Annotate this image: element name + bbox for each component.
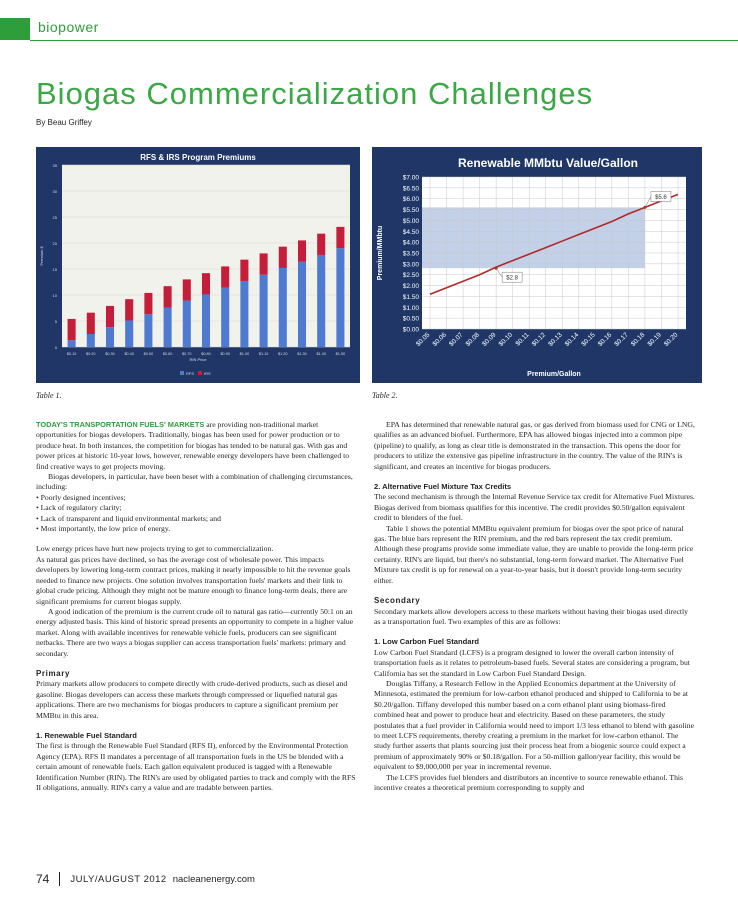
- bar-rfs: [240, 281, 248, 347]
- footer-divider: [59, 872, 60, 886]
- paragraph: As natural gas prices have declined, so has the average cost of wholesale power. This impacts developers by lowering long-term contract prices, making it nearly impossible to hit the revenue goals needed to finance new projects. One solution involves transportation fuels' markets and their link to global crude pricing. Although they might not be mature enough to finance long-term deals, there are significant premiums for current biogas supply.: [36, 554, 351, 606]
- x-tick-label: $1.30: [297, 352, 307, 356]
- x-tick-label: $1.20: [278, 352, 288, 356]
- bar-rfs: [144, 314, 152, 347]
- bar-irs: [336, 227, 344, 248]
- y-tick-label: $7.00: [402, 174, 419, 182]
- subhead-renewable-fuel-standard: 1. Renewable Fuel Standard: [36, 730, 137, 740]
- bar-irs: [279, 247, 287, 268]
- bar-irs: [106, 306, 114, 327]
- bar-irs: [260, 253, 268, 274]
- paragraph: Low Carbon Fuel Standard (LCFS) is a program designed to lower the overall carbon intensity of transportation fuels as it relates to petroleum-based fuels. Several states are considering a program, but California has set the standard in Low Carbon Fuel Standard Design.: [374, 647, 690, 678]
- x-tick-label: $0.13: [547, 331, 564, 348]
- paragraph: Table 1 shows the potential MMBtu equivalent premium for biogas over the spot price of natural gas. The blue bars represent the RIN premium, and the red bars represent the tax credit premium. Although these programs provide some immediate value, they are unable to provide the long-term price certainty. RIN's are liquid, but there's no substantial, long-term forward market. The Alternative Fuel Mixture tax credit is up for renewal on a year-to-year basis, but it doesn't provide long-term security either.: [374, 523, 694, 585]
- page-number: 74: [36, 872, 50, 886]
- x-tick-label: $0.08: [464, 331, 482, 348]
- y-tick-label: $2.50: [402, 272, 419, 280]
- bar-rfs: [279, 268, 287, 347]
- bar-rfs: [125, 320, 133, 347]
- bar-rfs: [87, 334, 95, 347]
- y-tick-label: $3.50: [402, 250, 419, 258]
- paragraph: Primary markets allow producers to compete directly with crude-derived products, such as diesel and gasoline. Biogas developers can access these markets through compressed or liquefied natural gas applications. There are two mechanisms for biogas producers to capture a significant premium per MMBtu in this area.: [36, 679, 348, 720]
- x-tick-label: $0.10: [497, 331, 515, 348]
- lead-in: TODAY'S TRANSPORTATION FUELS' MARKETS: [36, 420, 205, 429]
- y-tick-label: 15: [52, 267, 57, 272]
- bar-irs: [144, 293, 152, 314]
- y-tick-label: 0: [54, 345, 57, 350]
- paragraph: The LCFS provides fuel blenders and distributors an incentive to source renewable ethanol. This incentive creates a theoretical premium corresponding to supply and: [374, 772, 684, 792]
- page-footer: [36, 872, 255, 886]
- x-tick-label: $0.60: [162, 352, 173, 356]
- left-column: [36, 420, 356, 793]
- bar-rfs: [164, 307, 172, 347]
- bar-rfs: [68, 340, 76, 347]
- y-tick-label: $0.50: [402, 315, 419, 323]
- y-tick-label: $0.00: [402, 326, 419, 334]
- y-tick-label: $2.00: [402, 283, 419, 291]
- paragraph: Low energy prices have hurt new projects trying to get to commercialization.: [36, 544, 274, 554]
- y-tick-label: $5.50: [402, 207, 419, 215]
- y-tick-label: 5: [54, 319, 57, 324]
- bar-rfs: [298, 262, 306, 347]
- y-axis-label: Premium/MMbtu: [377, 225, 384, 281]
- subhead-primary: Primary: [36, 668, 70, 678]
- x-tick-label: $0.14: [563, 331, 581, 348]
- x-tick-label: $0.30: [105, 352, 115, 356]
- byline: By Beau Griffey: [36, 118, 92, 127]
- x-tick-label: $0.19: [646, 331, 663, 348]
- bar-irs: [164, 286, 172, 307]
- x-tick-label: $1.50: [335, 352, 346, 356]
- issue-date: JULY/AUGUST 2012: [70, 873, 167, 885]
- subhead-alt-fuel-tax-credits: 2. Alternative Fuel Mixture Tax Credits: [374, 482, 512, 492]
- x-tick-label: $1.00: [239, 352, 250, 356]
- bar-rfs: [221, 288, 229, 347]
- section-rule: [30, 40, 738, 41]
- x-tick-label: $0.50: [143, 352, 154, 356]
- x-tick-label: $1.40: [316, 352, 326, 356]
- intro-paragraph: TODAY'S TRANSPORTATION FUELS' MARKETS are providing non-traditional market opportunities for biogas developers. Traditionally, biogas has been used for power production or to produce heat. In both instances, the competition for biogas has tended to be natural gas. With gas and power prices at historic 10-year lows, however, renewable energy developers have been challenged to find creative ways to get projects moving.: [36, 420, 350, 471]
- website: nacleanenergy.com: [172, 873, 255, 885]
- bullet-item: • Poorly designed incentives;: [36, 492, 126, 502]
- x-tick-label: $0.06: [431, 331, 448, 348]
- article-title: Biogas Commercialization Challenges: [36, 76, 594, 111]
- x-tick-label: $0.16: [596, 331, 614, 348]
- y-tick-label: $5.00: [402, 217, 419, 225]
- bar-rfs: [260, 275, 268, 347]
- y-tick-label: 10: [52, 293, 57, 298]
- x-tick-label: $0.18: [629, 331, 647, 348]
- x-tick-label: $0.05: [414, 331, 432, 348]
- x-tick-label: $0.10: [66, 352, 77, 356]
- chart-title: RFS & IRS Program Premiums: [140, 153, 256, 162]
- x-tick-label: $0.20: [662, 331, 680, 348]
- bar-rfs: [336, 248, 344, 347]
- mmbtu-value-chart: [372, 147, 702, 383]
- paragraph: Secondary markets allow developers access to these markets without having their biogas used directly as a transportation fuel. Two examples of this are as follows:: [374, 606, 689, 626]
- right-column: [374, 420, 696, 793]
- annotation-label: $5.6: [655, 194, 667, 201]
- bar-irs: [87, 313, 95, 334]
- y-tick-label: 30: [52, 189, 57, 194]
- table2-caption: Table 2.: [372, 391, 398, 400]
- x-tick-label: $0.40: [124, 352, 134, 356]
- bar-irs: [125, 299, 133, 320]
- bar-rfs: [106, 327, 114, 347]
- paragraph: Douglas Tiffany, a Research Fellow in the Applied Economics department at the University of Minnesota, estimated the premium for low-carbon ethanol produced and shipped to California to be at $0.20/gallon. Tiffany developed this number based on a corn ethanol plant using biomass-fired combined heat and power to produce heat and electricity. Based on these parameters, the study postulates that a fuel provider in California would need to import 1/3 less ethanol to blend with gasoline to meet LCFS requirements, thereby creating a premium in the market for low-carbon ethanol. The study further asserts that plants sourcing just their process heat from a biogenic source could expect a premium of approximately 90% or $0.18/gallon. For a 50-million gallon/year facility, this would be equivalent to $9,000,000 per year in incremental revenue.: [374, 678, 695, 772]
- y-tick-label: 25: [52, 215, 57, 220]
- y-tick-label: $6.50: [402, 185, 419, 193]
- table1-caption: Table 1.: [36, 391, 62, 400]
- legend-swatch-rfs: [180, 371, 184, 375]
- bar-irs: [317, 234, 325, 255]
- x-tick-label: $0.90: [220, 352, 230, 356]
- x-tick-label: $0.07: [448, 331, 465, 348]
- bar-irs: [221, 266, 229, 287]
- bar-rfs: [202, 294, 210, 347]
- x-tick-label: $0.80: [201, 352, 211, 356]
- y-axis-label: Premium $: [39, 246, 44, 266]
- paragraph: The first is through the Renewable Fuel Standard (RFS II), enforced by the Environmental Protection Agency (EPA). RFS II mandates a percentage of all transportation fuels in the US be blended with a certain amount of renewable fuels. Each gallon equivalent produced is tagged with a Renewable Identification Number (RIN). The RIN's are used by obligated parties to track and comply with the RFS II obligations, annually. RIN's carry a value and are tradable between parties.: [36, 741, 356, 792]
- y-tick-label: 20: [52, 241, 57, 246]
- x-tick-label: $1.10: [258, 352, 269, 356]
- y-tick-label: $1.50: [402, 293, 419, 301]
- chart-title: Renewable MMbtu Value/Gallon: [457, 156, 639, 170]
- legend-label-rfs: RFS: [186, 371, 194, 376]
- x-axis-label: RIN Price: [189, 357, 207, 362]
- bar-irs: [68, 319, 76, 340]
- rfs-irs-premiums-chart: [36, 147, 360, 383]
- bar-rfs: [183, 301, 191, 347]
- bullet-item: • Lack of transparent and liquid environmental markets; and: [36, 513, 221, 523]
- y-tick-label: $1.00: [402, 304, 419, 312]
- y-tick-label: $4.50: [402, 228, 419, 236]
- shaded-range: [422, 207, 645, 268]
- bullet-item: • Most importantly, the low price of energy.: [36, 524, 171, 534]
- x-tick-label: $0.20: [86, 352, 96, 356]
- y-tick-label: $4.00: [402, 239, 419, 247]
- bar-irs: [240, 260, 248, 281]
- y-tick-label: 35: [52, 163, 57, 168]
- paragraph: EPA has determined that renewable natural gas, or gas derived from biomass used for CNG or LNG, qualifies as an advanced biofuel. Furthermore, EPA has allowed biogas injected into a common pipe (pipeline) to qualify, as long as clear title is demonstrated in the transaction. This opens the door for producers to utilize the extensive gas pipeline infrastructure in the country. The value of the RIN's is significant, and creates an incentive for biogas producers.: [374, 420, 695, 471]
- subhead-secondary: Secondary: [374, 596, 421, 606]
- x-tick-label: $0.70: [182, 352, 192, 356]
- x-axis-label: Premium/Gallon: [527, 371, 581, 378]
- legend-label-irs: IRS: [204, 371, 211, 376]
- bar-irs: [202, 273, 210, 294]
- paragraph: Biogas developers, in particular, have been beset with a combination of challenging circumstances, including:: [36, 472, 353, 492]
- y-tick-label: $6.00: [402, 196, 419, 204]
- bar-irs: [183, 279, 191, 300]
- paragraph: The second mechanism is through the Internal Revenue Service tax credit for Alternative Fuel Mixtures. Biogas derived from biomass qualifies for this incentive. The credit provides $0.50/gallon equivalent credit to blenders of the fuel.: [374, 492, 695, 523]
- x-tick-label: $0.15: [580, 331, 597, 348]
- section-tag: biopower: [38, 19, 99, 35]
- x-tick-label: $0.09: [481, 331, 498, 348]
- y-tick-label: $3.00: [402, 261, 419, 269]
- x-tick-label: $0.12: [530, 331, 548, 348]
- section-color-bar: [0, 18, 30, 40]
- subhead-low-carbon-fuel-standard: 1. Low Carbon Fuel Standard: [374, 637, 480, 647]
- legend-swatch-irs: [198, 371, 202, 375]
- x-tick-label: $0.11: [514, 331, 531, 348]
- x-tick-label: $0.17: [613, 331, 630, 348]
- bullet-item: • Lack of regulatory clarity;: [36, 503, 122, 513]
- bar-rfs: [317, 255, 325, 347]
- bar-irs: [298, 240, 306, 261]
- annotation-label: $2.8: [506, 275, 518, 282]
- paragraph: A good indication of the premium is the current crude oil to natural gas ratio—currently 50:1 on an energy adjusted basis. This kind of historic spread presents an opportunity to compete in a higher value market. Along with available incentives for renewable vehicle fuels, producers can see significant netbacks. There are two ways a biogas supplier can access transportation fuels' markets: primary and secondary.: [36, 606, 354, 658]
